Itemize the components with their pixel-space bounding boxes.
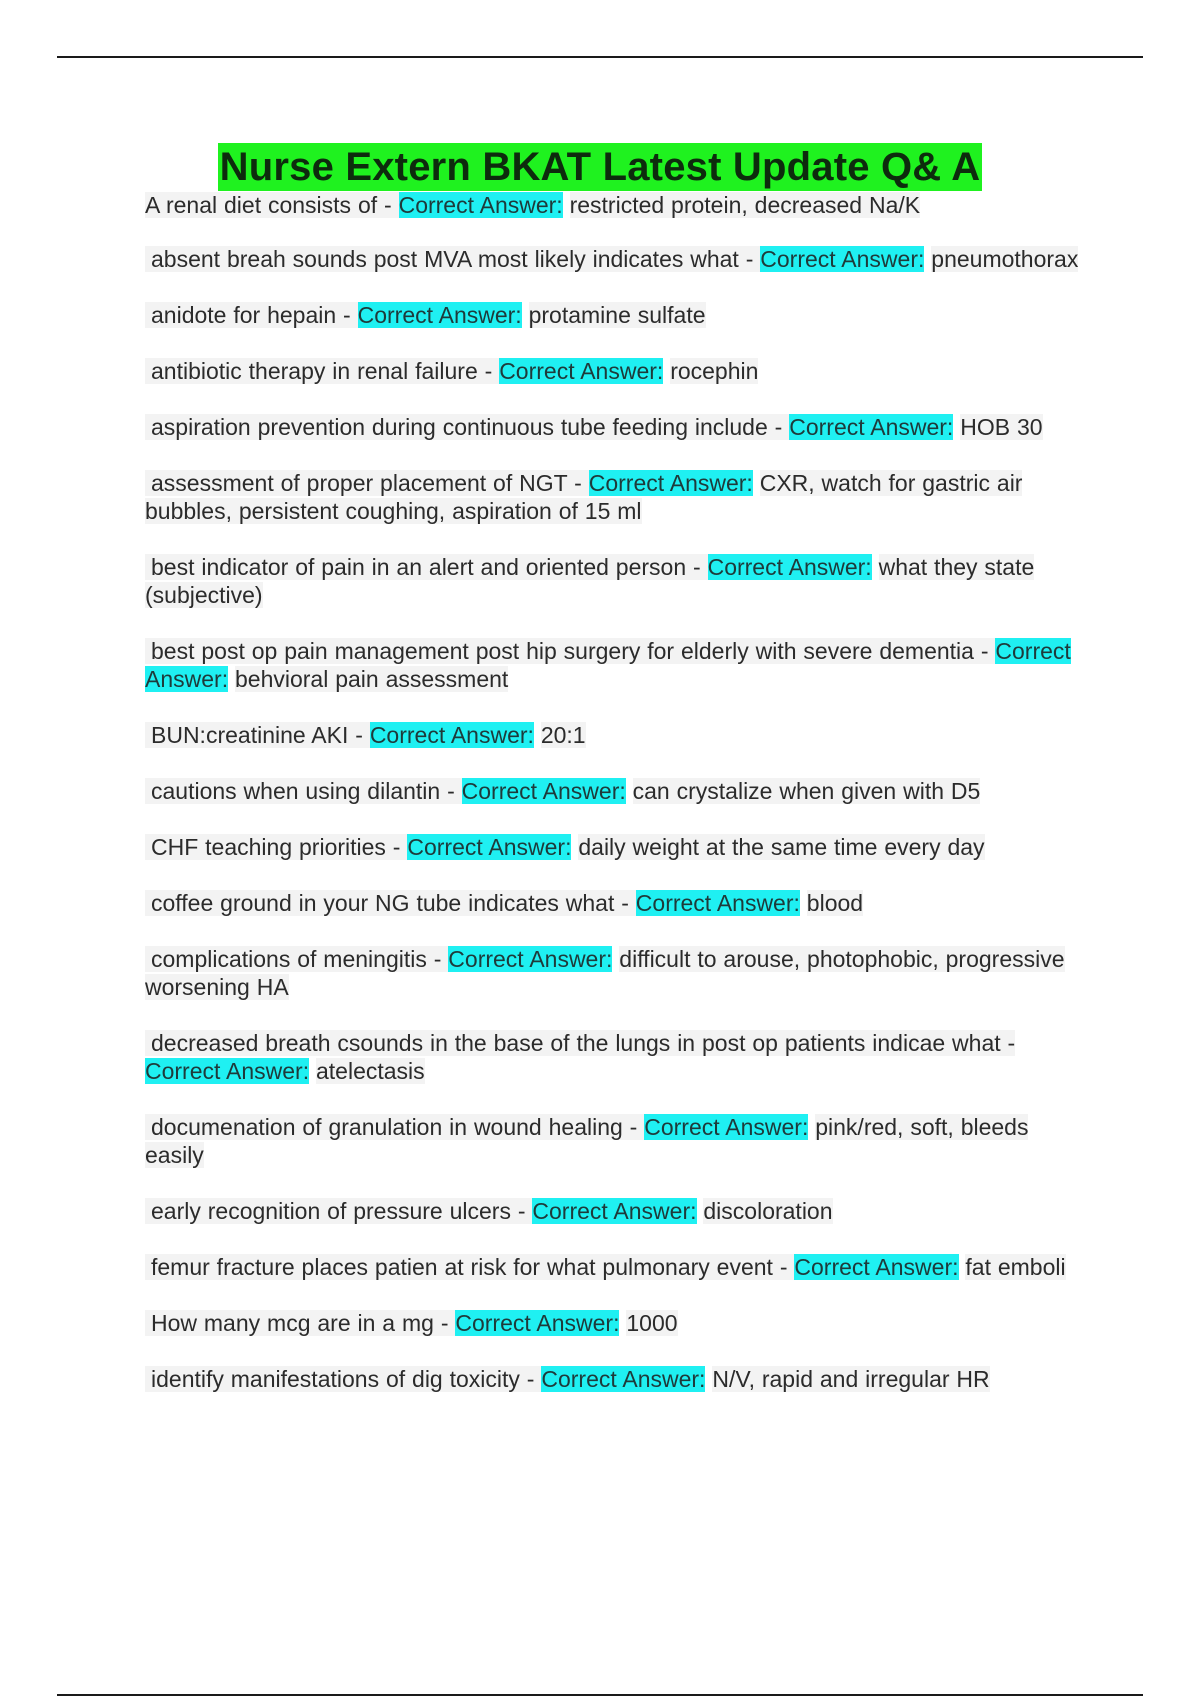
question-text: coffee ground in your NG tube indicates what -	[145, 890, 636, 916]
question-text: assessment of proper placement of NGT -	[145, 470, 589, 496]
correct-answer-label: Correct Answer:	[398, 192, 563, 218]
answer-text: 20:1	[540, 722, 586, 748]
question-text: decreased breath csounds in the base of the lungs in post op patients indicae what -	[145, 1030, 1015, 1056]
correct-answer-label: Correct Answer:	[145, 1058, 310, 1084]
qa-item	[145, 889, 1090, 917]
question-text: antibiotic therapy in renal failure -	[145, 358, 499, 384]
qa-list	[145, 191, 1090, 1421]
bottom-rule	[57, 1694, 1143, 1696]
question-text: best indicator of pain in an alert and oriented person -	[145, 554, 708, 580]
qa-item	[145, 1365, 1090, 1393]
correct-answer-label: Correct Answer:	[635, 890, 800, 916]
qa-item	[145, 1197, 1090, 1225]
answer-text: can crystalize when given with D5	[632, 778, 981, 804]
question-text: identify manifestations of dig toxicity -	[145, 1366, 541, 1392]
answer-text: daily weight at the same time every day	[578, 834, 985, 860]
question-text: BUN:creatinine AKI -	[145, 722, 370, 748]
answer-text: 1000	[626, 1310, 678, 1336]
answer-text: fat emboli	[965, 1254, 1066, 1280]
correct-answer-label: Correct Answer:	[532, 1198, 697, 1224]
question-text: cautions when using dilantin -	[145, 778, 462, 804]
qa-item	[145, 413, 1090, 441]
qa-item	[145, 1253, 1090, 1281]
answer-text: pneumothorax	[931, 246, 1079, 272]
answer-text: discoloration	[703, 1198, 833, 1224]
qa-item	[145, 721, 1090, 749]
correct-answer-label: Correct Answer:	[455, 1310, 620, 1336]
question-text: absent breah sounds post MVA most likely indicates what -	[145, 246, 760, 272]
qa-item	[145, 553, 1090, 609]
correct-answer-label: Correct Answer:	[461, 778, 626, 804]
correct-answer-label: Correct Answer:	[707, 554, 872, 580]
qa-item	[145, 1113, 1090, 1169]
correct-answer-label: Correct Answer:	[541, 1366, 706, 1392]
question-text: How many mcg are in a mg -	[145, 1310, 455, 1336]
correct-answer-label: Correct Answer:	[588, 470, 753, 496]
correct-answer-label: Correct Answer:	[789, 414, 954, 440]
qa-item	[145, 1309, 1090, 1337]
qa-item	[145, 191, 1090, 219]
question-text: A renal diet consists of -	[145, 192, 399, 218]
correct-answer-label: Correct Answer:	[448, 946, 613, 972]
qa-item	[145, 301, 1090, 329]
correct-answer-label: Correct Answer:	[407, 834, 572, 860]
answer-text: behvioral pain assessment	[234, 666, 509, 692]
correct-answer-label: Correct Answer:	[794, 1254, 959, 1280]
answer-text: protamine sulfate	[528, 302, 706, 328]
answer-text: rocephin	[670, 358, 759, 384]
correct-answer-label: Correct Answer:	[357, 302, 522, 328]
answer-text: N/V, rapid and irregular HR	[712, 1366, 990, 1392]
correct-answer-label: Correct Answer:	[499, 358, 664, 384]
qa-item	[145, 833, 1090, 861]
top-rule	[57, 56, 1143, 58]
question-text: early recognition of pressure ulcers -	[145, 1198, 532, 1224]
question-text: femur fracture places patien at risk for what pulmonary event -	[145, 1254, 794, 1280]
qa-item	[145, 1029, 1090, 1085]
question-text: anidote for hepain -	[145, 302, 358, 328]
answer-text: HOB 30	[960, 414, 1043, 440]
answer-text: what they state (subjective)	[145, 554, 1035, 608]
answer-text: difficult to arouse, photophobic, progressive worsening HA	[145, 946, 1065, 1000]
correct-answer-label: Correct Answer:	[760, 246, 925, 272]
correct-answer-label: Correct Answer:	[644, 1114, 809, 1140]
correct-answer-label: Correct Answer:	[145, 638, 1071, 692]
qa-item	[145, 245, 1090, 273]
answer-text: restricted protein, decreased Na/K	[569, 192, 921, 218]
page-title: Nurse Extern BKAT Latest Update Q& A	[219, 145, 981, 189]
qa-item	[145, 357, 1090, 385]
question-text: complications of meningitis -	[145, 946, 448, 972]
answer-text: CXR, watch for gastric air bubbles, persistent coughing, aspiration of 15 ml	[145, 470, 1023, 524]
qa-item	[145, 777, 1090, 805]
answer-text: atelectasis	[316, 1058, 425, 1084]
correct-answer-label: Correct Answer:	[369, 722, 534, 748]
answer-text: blood	[806, 890, 864, 916]
title-container	[0, 143, 1200, 191]
answer-text: pink/red, soft, bleeds easily	[145, 1114, 1029, 1168]
qa-item	[145, 945, 1090, 1001]
qa-item	[145, 469, 1090, 525]
qa-item	[145, 637, 1090, 693]
question-text: documenation of granulation in wound healing -	[145, 1114, 644, 1140]
question-text: CHF teaching priorities -	[145, 834, 407, 860]
question-text: aspiration prevention during continuous tube feeding include -	[145, 414, 789, 440]
question-text: best post op pain management post hip surgery for elderly with severe dementia -	[145, 638, 995, 664]
